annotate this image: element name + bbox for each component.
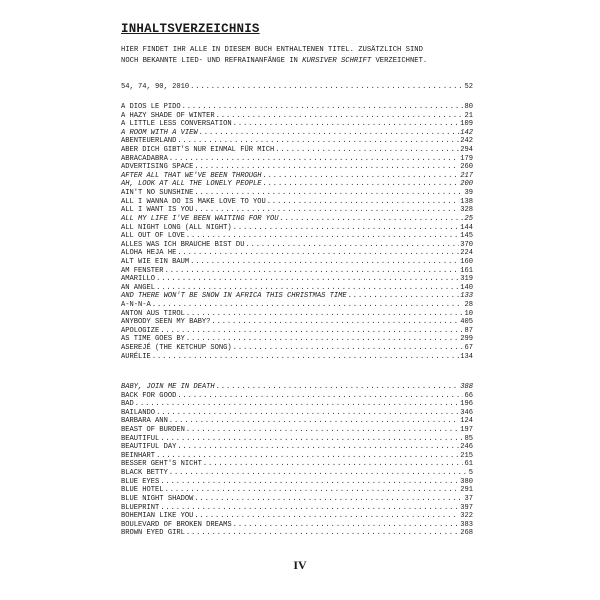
dot-leader — [194, 189, 463, 198]
entry-title: BACK FOR GOOD — [121, 391, 177, 400]
entry-title: ALLES WAS ICH BRAUCHE BIST DU — [121, 240, 245, 249]
entry-page-number: 215 — [460, 451, 473, 460]
entry-title: ANYBODY SEEN MY BABY? — [121, 318, 211, 327]
index-entry — [121, 409, 473, 418]
dot-leader — [186, 335, 459, 344]
index-entry — [121, 189, 473, 198]
dot-leader — [262, 180, 459, 189]
dot-leader — [165, 486, 460, 495]
entry-title: AH, LOOK AT ALL THE LONELY PEOPLE — [121, 180, 262, 189]
entry-title: ANTON AUS TIROL — [121, 309, 185, 318]
dot-leader — [194, 495, 463, 504]
entry-page-number: 37 — [464, 494, 473, 503]
index-entry — [121, 224, 473, 233]
entry-title: AND THERE WON'T BE SNOW IN AFRICA THIS CHRISTMAS TIME — [121, 292, 347, 301]
dot-leader — [233, 344, 464, 353]
entry-page-number: 145 — [460, 232, 473, 241]
dot-leader — [194, 512, 459, 521]
index-entry — [121, 137, 473, 146]
index-entry — [121, 129, 473, 138]
entry-title: BEAUTIFUL — [121, 434, 160, 443]
entry-title: ALL I WANT IS YOU — [121, 206, 194, 215]
index-entry — [121, 392, 473, 401]
dot-leader — [135, 400, 459, 409]
dot-leader — [233, 120, 460, 129]
index-entry — [121, 521, 473, 530]
dot-leader — [262, 172, 459, 181]
entry-title: ALL NIGHT LONG (ALL NIGHT) — [121, 223, 232, 232]
entry-title: BARBARA ANN — [121, 417, 168, 426]
index-entry — [121, 146, 473, 155]
index-entry — [121, 452, 473, 461]
entry-page-number: 246 — [460, 443, 473, 452]
entry-page-number: 260 — [460, 163, 473, 172]
entry-title: BABY, JOIN ME IN DEATH — [121, 383, 215, 391]
entry-title: 54, 74, 90, 2010 — [121, 83, 190, 91]
dot-leader — [186, 426, 459, 435]
index-entry — [121, 112, 473, 121]
index-entry — [121, 232, 473, 241]
entry-title: BOULEVARD OF BROKEN DREAMS — [121, 520, 232, 529]
index-entry — [121, 172, 473, 181]
entry-page-number: 322 — [460, 512, 473, 521]
entry-title: A-N-N-A — [121, 301, 151, 310]
dot-leader — [203, 460, 464, 469]
entry-page-number: 144 — [460, 223, 473, 232]
dot-leader — [156, 275, 459, 284]
page-title: INHALTSVERZEICHNIS — [121, 22, 260, 36]
entry-title: ALL OUT OF LOVE — [121, 232, 185, 241]
dot-leader — [186, 310, 464, 319]
intro-line-2-end: VERZEICHNET. — [371, 57, 428, 65]
entry-title: BEINHART — [121, 451, 156, 460]
entry-title: ABRACADABRA — [121, 154, 168, 163]
index-entry — [121, 275, 473, 284]
index-entry — [121, 206, 473, 215]
entry-title: BLACK BETTY — [121, 469, 168, 478]
entry-title: BOHEMIAN LIKE YOU — [121, 512, 194, 521]
entry-page-number: 319 — [460, 275, 473, 284]
index-entry — [121, 249, 473, 258]
dot-leader — [156, 452, 459, 461]
numbers-section-list — [121, 83, 473, 92]
dot-leader — [267, 198, 459, 207]
dot-leader — [160, 435, 463, 444]
index-entry — [121, 435, 473, 444]
entry-page-number: 200 — [460, 180, 473, 189]
index-entry — [121, 504, 473, 513]
intro-line-2 — [121, 56, 491, 67]
index-entry — [121, 344, 473, 353]
dot-leader — [160, 504, 459, 513]
dot-leader — [152, 353, 459, 362]
entry-title: BLUE HOTEL — [121, 486, 164, 495]
entry-title: BROWN EYED GIRL — [121, 529, 185, 538]
entry-title: ABENTEUERLAND — [121, 137, 177, 146]
entry-title: ALL MY LIFE I'VE BEEN WAITING FOR YOU — [121, 214, 279, 223]
dot-leader — [233, 224, 460, 233]
entry-title: ABER DICH GIBT'S NUR EINMAL FÜR MICH — [121, 146, 275, 155]
entry-page-number: 380 — [460, 477, 473, 486]
entry-title: BAD — [121, 400, 134, 409]
entry-page-number: 294 — [460, 146, 473, 155]
entry-title: AN ANGEL — [121, 283, 156, 292]
entry-page-number: 61 — [464, 460, 473, 469]
entry-title: A LITTLE LESS CONVERSATION — [121, 120, 232, 129]
index-entry — [121, 478, 473, 487]
entry-title: ALT WIE EIN BAUM — [121, 257, 190, 266]
index-entry — [121, 469, 473, 478]
entry-page-number: 217 — [460, 171, 473, 180]
index-entry — [121, 495, 473, 504]
dot-leader — [160, 327, 463, 336]
entry-page-number: 21 — [464, 111, 473, 120]
entry-title: BLUE EYES — [121, 477, 160, 486]
index-entry — [121, 443, 473, 452]
index-entry — [121, 180, 473, 189]
entry-page-number: 179 — [460, 154, 473, 163]
entry-page-number: 52 — [464, 83, 473, 91]
dot-leader — [348, 292, 460, 301]
entry-page-number: 197 — [460, 426, 473, 435]
entry-page-number: 397 — [460, 503, 473, 512]
entry-page-number: 161 — [460, 266, 473, 275]
index-entry — [121, 163, 473, 172]
dot-leader — [177, 443, 459, 452]
dot-leader — [186, 529, 459, 538]
entry-page-number: 370 — [460, 240, 473, 249]
entry-page-number: 134 — [460, 352, 473, 361]
entry-page-number: 28 — [464, 301, 473, 310]
dot-leader — [190, 83, 463, 92]
entry-page-number: 109 — [460, 120, 473, 129]
entry-page-number: 87 — [464, 326, 473, 335]
entry-page-number: 10 — [464, 309, 473, 318]
entry-title: AIN'T NO SUNSHINE — [121, 189, 194, 198]
dot-leader — [182, 103, 464, 112]
intro-text — [121, 45, 491, 67]
index-entry — [121, 327, 473, 336]
entry-page-number: 196 — [460, 400, 473, 409]
index-entry — [121, 83, 473, 92]
dot-leader — [177, 137, 459, 146]
index-entry — [121, 241, 473, 250]
entry-title: AFTER ALL THAT WE'VE BEEN THROUGH — [121, 171, 262, 180]
entry-page-number: 133 — [460, 292, 473, 301]
index-entry — [121, 103, 473, 112]
entry-title: AM FENSTER — [121, 266, 164, 275]
entry-title: BAILANDO — [121, 408, 156, 417]
index-entry — [121, 426, 473, 435]
index-entry — [121, 301, 473, 310]
entry-title: ALL I WANNA DO IS MAKE LOVE TO YOU — [121, 197, 266, 206]
entry-page-number: 67 — [464, 344, 473, 353]
entry-title: BLUE NIGHT SHADOW — [121, 494, 194, 503]
entry-title: A HAZY SHADE OF WINTER — [121, 111, 215, 120]
intro-italic-phrase: KURSIVER SCHRIFT — [302, 57, 372, 65]
index-entry — [121, 400, 473, 409]
entry-title: BESSER GEHT'S NICHT — [121, 460, 202, 469]
index-entry — [121, 353, 473, 362]
b-section-list — [121, 383, 473, 538]
index-entry — [121, 258, 473, 267]
intro-line-1: HIER FINDET IHR ALLE IN DIESEM BUCH ENTHALTENEN TITEL. ZUSÄTZLICH SIND — [121, 46, 423, 54]
index-entry — [121, 335, 473, 344]
dot-leader — [194, 206, 459, 215]
dot-leader — [169, 155, 459, 164]
entry-page-number: 299 — [460, 335, 473, 344]
entry-title: ALOHA HEJA HE — [121, 249, 177, 258]
dot-leader — [177, 249, 459, 258]
dot-leader — [233, 521, 460, 530]
dot-leader — [211, 318, 459, 327]
entry-page-number: 5 — [468, 469, 473, 478]
dot-leader — [177, 392, 463, 401]
index-entry — [121, 198, 473, 207]
entry-page-number: 66 — [464, 391, 473, 400]
index-entry — [121, 383, 473, 392]
entry-page-number: 328 — [460, 206, 473, 215]
entry-page-number: 346 — [460, 408, 473, 417]
intro-line-2-start: NOCH BEKANNTE LIED- UND REFRAINANFÄNGE IN — [121, 57, 303, 65]
index-entry — [121, 267, 473, 276]
entry-title: AMARILLO — [121, 275, 156, 284]
entry-page-number: 160 — [460, 257, 473, 266]
entry-title: AURÉLIE — [121, 352, 151, 361]
index-entry — [121, 529, 473, 538]
index-entry — [121, 318, 473, 327]
dot-leader — [216, 112, 464, 121]
dot-leader — [156, 409, 459, 418]
entry-title: BLUEPRINT — [121, 503, 160, 512]
index-entry — [121, 512, 473, 521]
entry-page-number: 142 — [460, 128, 473, 137]
dot-leader — [152, 301, 464, 310]
index-entry — [121, 292, 473, 301]
page-number: IV — [293, 558, 307, 572]
entry-title: ASEREJÉ (THE KETCHUP SONG) — [121, 344, 232, 353]
index-entry — [121, 155, 473, 164]
entry-page-number: 39 — [464, 189, 473, 198]
entry-page-number: 80 — [464, 103, 473, 111]
dot-leader — [169, 417, 459, 426]
entry-page-number: 224 — [460, 249, 473, 258]
entry-title: AS TIME GOES BY — [121, 335, 185, 344]
entry-title: ADVERTISING SPACE — [121, 163, 194, 172]
entry-page-number: 242 — [460, 137, 473, 146]
entry-page-number: 405 — [460, 318, 473, 327]
entry-page-number: 268 — [460, 529, 473, 538]
entry-page-number: 124 — [460, 417, 473, 426]
index-entry — [121, 486, 473, 495]
entry-title: BEAST OF BURDEN — [121, 426, 185, 435]
entry-title: BEAUTIFUL DAY — [121, 443, 177, 452]
entry-page-number: 388 — [460, 383, 473, 391]
dot-leader — [186, 232, 459, 241]
dot-leader — [199, 129, 460, 138]
dot-leader — [245, 241, 459, 250]
index-entry — [121, 310, 473, 319]
dot-leader — [194, 163, 459, 172]
entry-page-number: 138 — [460, 197, 473, 206]
entry-page-number: 291 — [460, 486, 473, 495]
dot-leader — [156, 284, 459, 293]
dot-leader — [165, 267, 460, 276]
dot-leader — [169, 469, 468, 478]
index-entry — [121, 120, 473, 129]
dot-leader — [160, 478, 459, 487]
entry-page-number: 85 — [464, 434, 473, 443]
index-entry — [121, 417, 473, 426]
entry-page-number: 25 — [464, 214, 473, 223]
entry-title: A ROOM WITH A VIEW — [121, 128, 198, 137]
dot-leader — [275, 146, 459, 155]
dot-leader — [280, 215, 464, 224]
index-entry — [121, 215, 473, 224]
a-section-list — [121, 103, 473, 361]
index-entry — [121, 284, 473, 293]
dot-leader — [190, 258, 459, 267]
entry-title: A DIOS LE PIDO — [121, 103, 181, 111]
entry-page-number: 383 — [460, 520, 473, 529]
entry-page-number: 140 — [460, 283, 473, 292]
dot-leader — [216, 383, 460, 392]
index-entry — [121, 460, 473, 469]
entry-title: APOLOGIZE — [121, 326, 160, 335]
